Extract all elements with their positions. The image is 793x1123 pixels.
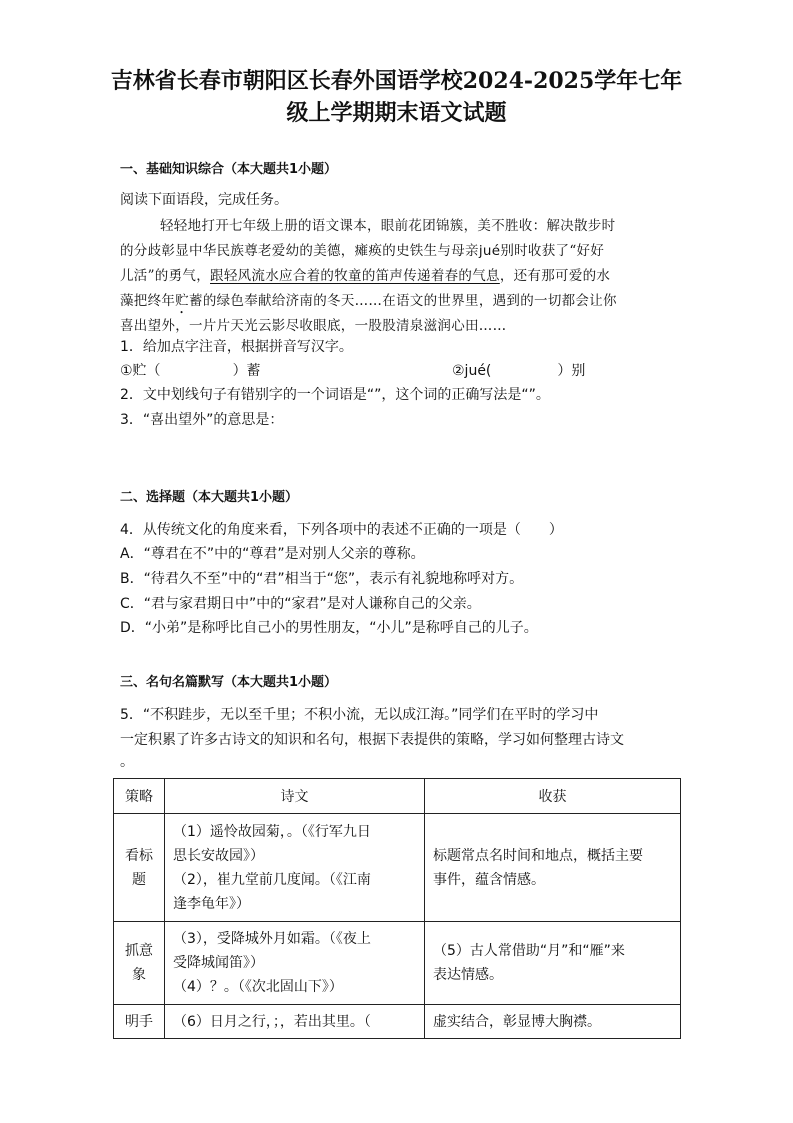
passage-text: 藻把终年 [120,293,176,309]
header-gain: 收获 [425,779,681,814]
question-5-line2: 一定积累了许多古诗文的知识和名句，根据下表提供的策略，学习如何整理古诗文 [120,732,624,748]
table-row [114,1005,681,1039]
cell-text: 逢李龟年》） [173,895,250,912]
cell-text: 标题常点名时间和地点，概括主要 [433,847,643,864]
exam-title-line1: 吉林省长春市朝阳区长春外国语学校2024-2025学年七年 [110,68,683,94]
cell-poem [165,1005,425,1039]
cell-text: 题 [132,871,146,888]
cell-text: 思长安故园》） [173,847,264,864]
question-1a [120,361,261,381]
cell-strategy [114,922,165,1005]
cell-text: 表达情感。 [433,967,503,983]
cell-text: （5）古人常借助“月”和“雁”来 [433,943,625,959]
cell-strategy [114,1005,165,1039]
section2-heading: 二、选择题（本大题共1小题） [120,490,299,505]
header-strategy: 策略 [114,779,165,814]
cell-text: （1）遥怜故园菊，。（《行军九日 [173,823,371,840]
passage-line4 [120,292,617,317]
underlined-sentence: 跟轻风流水应合着的牧童的笛声传递着春的气息 [210,268,500,284]
question-5-line1: 5．“不积跬步，无以至千里；不积小流，无以成江海。”同学们在平时的学习中 [120,707,599,723]
question-2: 2．文中划线句子有错别字的一个词语是“”，这个词的正确写法是“”。 [120,387,550,403]
passage-text: 的分歧彰显中华民族尊老爱幼的美德，瘫痪的史铁生与母亲 [120,243,479,259]
table-row [114,922,681,1005]
passage-text: 儿活”的勇气， [120,268,211,284]
question-3: 3．“喜出望外”的意思是： [120,412,284,428]
section1-heading: 一、基础知识综合（本大题共1小题） [120,162,338,177]
section3-heading: 三、名句名篇默写（本大题共1小题） [120,675,338,690]
cell-gain [425,922,681,1005]
cell-poem [165,814,425,922]
cell-text: 受降城闻笛》） [173,955,264,971]
passage-line2 [120,242,604,260]
cell-text: （2），崔九堂前几度闻。（《江南 [173,871,371,888]
passage-text: 蓄的绿色奉献给济南的冬天……在语文的世界里，遇到的一切都会让你 [189,293,617,309]
passage-line3 [120,267,610,285]
table-row [114,814,681,922]
cell-text: （6）日月之行，；，若出其里。（ [173,1013,371,1030]
passage-text: ，还有那可爱的水 [499,268,611,284]
strategy-table [113,778,681,1039]
cell-text: （4）？。（《次北固山下》） [173,979,343,995]
cell-text: 虚实结合，彰显博大胸襟。 [433,1013,601,1030]
passage-line1: 轻轻地打开七年级上册的语文课本，眼前花团锦簇，美不胜收：解决散步时 [160,218,616,234]
header-poem: 诗文 [165,779,425,814]
question-1: 1．给加点字注音，根据拼音写汉字。 [120,339,353,355]
cell-gain [425,1005,681,1039]
cell-poem [165,922,425,1005]
option-d: D．“小弟”是称呼比自己小的男性朋友，“小儿”是称呼自己的儿子。 [120,620,538,636]
cell-gain [425,814,681,922]
passage-text: 别时收获了“好好 [500,243,605,259]
q1a-label: ①贮（ [120,363,161,379]
option-a: A．“尊君在不”中的“尊君”是对别人父亲的尊称。 [120,546,425,562]
cell-text: （3），受降城外月如霜。（《夜上 [173,931,371,947]
option-c: C．“君与家君期日中”中的“家君”是对人谦称自己的父亲。 [120,596,481,612]
dotted-character: 贮 [175,293,190,309]
pinyin-jue: jué [478,243,501,259]
section1-intro: 阅读下面语段，完成任务。 [120,192,288,208]
table-header-row [114,779,681,814]
cell-text: 抓意 [125,943,153,959]
q1a-tail: ）蓄 [232,363,261,379]
cell-text: 看标 [125,847,153,864]
passage-line5: 喜出望外，一片片天光云影尽收眼底，一股股清泉滋润心田…… [120,318,507,334]
cell-text: 事件，蕴含情感。 [433,871,545,888]
cell-strategy [114,814,165,922]
question-4: 4．从传统文化的角度来看，下列各项中的表述不正确的一项是（ ） [120,522,563,538]
option-b: B．“待君久不至”中的“君”相当于“您”，表示有礼貌地称呼对方。 [120,571,524,587]
question-5-line3: 。 [120,754,134,770]
question-1b [452,361,585,381]
cell-text: 象 [132,967,146,983]
q1b-tail: ）别 [557,363,586,379]
exam-title-line2: 级上学期期末语文试题 [286,100,507,126]
q1b-label: ②jué( [452,363,492,379]
cell-text: 明手 [125,1013,153,1030]
